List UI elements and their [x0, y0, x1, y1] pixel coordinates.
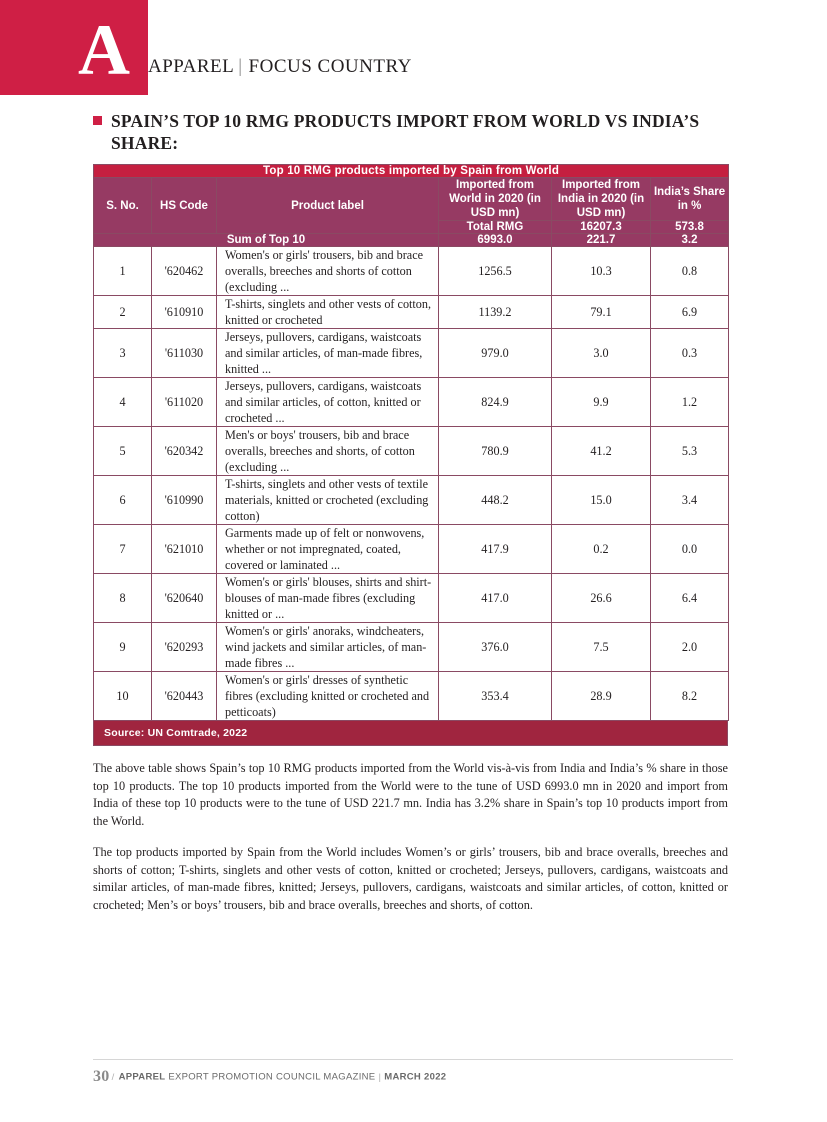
cell-india: 28.9: [552, 672, 651, 721]
cell-share: 0.0: [651, 525, 729, 574]
cell-share: 6.9: [651, 296, 729, 329]
page-content: [93, 110, 746, 914]
cell-product: Women's or girls' dresses of synthetic fibres (excluding knitted or crocheted and petticoats): [217, 672, 439, 721]
cell-world: 448.2: [439, 476, 552, 525]
cell-sno: 10: [94, 672, 152, 721]
header-product-label: Product label: [217, 178, 439, 234]
footer-pipe: |: [378, 1071, 382, 1083]
cell-sno: 9: [94, 623, 152, 672]
summary-share-sum-top10: 3.2: [651, 234, 729, 247]
cell-world: 1256.5: [439, 247, 552, 296]
cell-product: T-shirts, singlets and other vests of textile materials, knitted or crocheted (excluding cotton): [217, 476, 439, 525]
cell-product: Garments made up of felt or nonwovens, whether or not impregnated, coated, covered or laminated ...: [217, 525, 439, 574]
cell-share: 1.2: [651, 378, 729, 427]
cell-product: Women's or girls' blouses, shirts and shirt-blouses of man-made fibres (excluding knitted or ...: [217, 574, 439, 623]
cell-sno: 4: [94, 378, 152, 427]
cell-india: 0.2: [552, 525, 651, 574]
masthead: [0, 0, 827, 95]
table-header-row: [94, 178, 729, 221]
page-title: [93, 110, 728, 154]
cell-product: T-shirts, singlets and other vests of cotton, knitted or crocheted: [217, 296, 439, 329]
cell-hs-code: '620462: [152, 247, 217, 296]
header-india-share: India’s Share in %: [651, 178, 729, 221]
table-row: [94, 378, 729, 427]
masthead-title: [148, 56, 412, 78]
cell-sno: 7: [94, 525, 152, 574]
paragraph-1: The above table shows Spain’s top 10 RMG products imported from the World vis-à-vis from India and India’s % share in those top 10 products. The top 10 products imported from the World were to the tune of USD 6993.0 mn in 2020 and import from India of these top 10 products were to the tune of USD 221.7 mn. India has 3.2% share in Spain’s top 10 products import from the World.: [93, 761, 728, 828]
cell-hs-code: '611030: [152, 329, 217, 378]
summary-world-sum-top10: 6993.0: [439, 234, 552, 247]
cell-sno: 6: [94, 476, 152, 525]
header-imported-india: Imported from India in 2020 (in USD mn): [552, 178, 651, 221]
page-title-text: SPAIN’S TOP 10 RMG PRODUCTS IMPORT FROM WORLD VS INDIA’S SHARE:: [111, 111, 700, 153]
cell-world: 780.9: [439, 427, 552, 476]
cell-world: 1139.2: [439, 296, 552, 329]
cell-sno: 8: [94, 574, 152, 623]
cell-india: 79.1: [552, 296, 651, 329]
table-row: [94, 672, 729, 721]
cell-product: Women's or girls' anoraks, windcheaters, wind jackets and similar articles, of man-made fibres ...: [217, 623, 439, 672]
cell-share: 3.4: [651, 476, 729, 525]
cell-hs-code: '610990: [152, 476, 217, 525]
cell-hs-code: '620640: [152, 574, 217, 623]
cell-sno: 5: [94, 427, 152, 476]
footer-page-number: 30: [93, 1068, 110, 1085]
cell-share: 0.3: [651, 329, 729, 378]
cell-product: Women's or girls' trousers, bib and brace overalls, breeches and shorts of cotton (excluding ...: [217, 247, 439, 296]
summary-india-total-rmg: 573.8: [651, 221, 729, 234]
paragraph-2: The top products imported by Spain from the World includes Women’s or girls’ trousers, bib and brace overalls, breeches and shorts of cotton; T-shirts, singlets and other vests of cotton, knitted or crocheted; Jerseys, pullovers, cardigans, waistcoats and similar articles, of man-made fibres, knitted; Jerseys, pullovers, cardigans, waistcoats and similar articles, of cotton, knitted or crocheted; Men’s or boys’ trousers, bib and brace overalls, breeches and shorts, of cotton.: [93, 845, 728, 912]
cell-share: 8.2: [651, 672, 729, 721]
summary-label-total-rmg: Total RMG: [439, 221, 552, 234]
cell-india: 7.5: [552, 623, 651, 672]
header-sno: S. No.: [94, 178, 152, 234]
square-bullet-icon: [93, 116, 102, 125]
table-row: [94, 427, 729, 476]
cell-product: Men's or boys' trousers, bib and brace overalls, breeches and shorts, of cotton (excluding ...: [217, 427, 439, 476]
summary-world-total-rmg: 16207.3: [552, 221, 651, 234]
cell-india: 10.3: [552, 247, 651, 296]
cell-world: 376.0: [439, 623, 552, 672]
table-row: [94, 329, 729, 378]
cell-hs-code: '620342: [152, 427, 217, 476]
table-row: [94, 247, 729, 296]
cell-india: 26.6: [552, 574, 651, 623]
rmg-imports-table: [93, 164, 746, 721]
masthead-section: FOCUS COUNTRY: [248, 56, 412, 77]
cell-share: 0.8: [651, 247, 729, 296]
table-row: [94, 476, 729, 525]
cell-india: 9.9: [552, 378, 651, 427]
cell-india: 41.2: [552, 427, 651, 476]
cell-hs-code: '621010: [152, 525, 217, 574]
cell-india: 3.0: [552, 329, 651, 378]
page-footer: [93, 1059, 733, 1086]
header-imported-world: Imported from World in 2020 (in USD mn): [439, 178, 552, 221]
table-band-row: [94, 165, 729, 178]
cell-world: 353.4: [439, 672, 552, 721]
cell-hs-code: '611020: [152, 378, 217, 427]
cell-share: 6.4: [651, 574, 729, 623]
cell-world: 979.0: [439, 329, 552, 378]
footer-magazine: EXPORT PROMOTION COUNCIL MAGAZINE: [168, 1071, 376, 1083]
cell-hs-code: '610910: [152, 296, 217, 329]
table-row: [94, 525, 729, 574]
cell-sno: 2: [94, 296, 152, 329]
table-row: [94, 574, 729, 623]
summary-row-sum-top10: [94, 234, 729, 247]
cell-sno: 3: [94, 329, 152, 378]
table-band-title: Top 10 RMG products imported by Spain from World: [94, 165, 729, 178]
cell-product: Jerseys, pullovers, cardigans, waistcoats and similar articles, of cotton, knitted or crocheted ...: [217, 378, 439, 427]
apparel-logo-letter: A: [78, 10, 129, 90]
masthead-separator: |: [238, 56, 243, 77]
summary-india-sum-top10: 221.7: [552, 234, 651, 247]
cell-sno: 1: [94, 247, 152, 296]
masthead-brand: APPAREL: [148, 56, 235, 77]
footer-brand: APPAREL: [118, 1071, 166, 1083]
cell-india: 15.0: [552, 476, 651, 525]
cell-world: 417.0: [439, 574, 552, 623]
cell-hs-code: '620443: [152, 672, 217, 721]
cell-share: 5.3: [651, 427, 729, 476]
cell-share: 2.0: [651, 623, 729, 672]
table-row: [94, 296, 729, 329]
cell-product: Jerseys, pullovers, cardigans, waistcoats and similar articles, of man-made fibres, knitted ...: [217, 329, 439, 378]
cell-hs-code: '620293: [152, 623, 217, 672]
header-hs-code: HS Code: [152, 178, 217, 234]
table-source-note: Source: UN Comtrade, 2022: [93, 721, 728, 746]
summary-row-total-rmg: Total RMG 16207.3 573.8 3.5: [94, 221, 729, 234]
summary-label-sum-top10: Sum of Top 10: [94, 234, 439, 247]
table-row: [94, 623, 729, 672]
cell-world: 417.9: [439, 525, 552, 574]
cell-world: 824.9: [439, 378, 552, 427]
footer-issue: MARCH 2022: [384, 1071, 447, 1083]
footer-slash: /: [111, 1071, 115, 1083]
